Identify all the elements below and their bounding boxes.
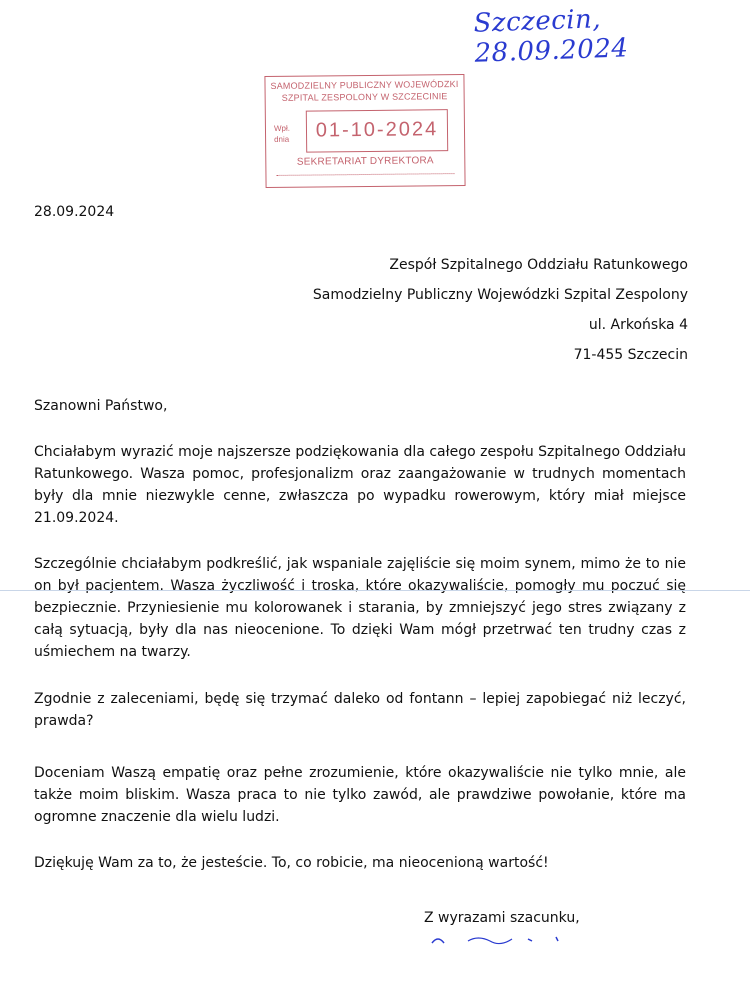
stamp-received-label-line2: dnia: [274, 134, 290, 144]
stamp-hospital-location: SZPITAL ZESPOLONY W SZCZECINIE: [281, 91, 448, 103]
paragraph-gratitude: Dziękuję Wam za to, że jesteście. To, co robicie, ma nieocenioną wartość!: [34, 855, 549, 871]
stamp-date-box: [306, 109, 448, 152]
recipient-line-1: Zespół Szpitalnego Oddziału Ratunkowego: [389, 257, 688, 273]
signature-scribble: [428, 925, 578, 945]
greeting: Szanowni Państwo,: [34, 398, 168, 414]
handwritten-place-date: Szczecin, 28.09.2024: [473, 4, 629, 69]
scan-artifact-line: [0, 590, 750, 591]
stamp-received-label: [274, 123, 290, 145]
stamp-received-label-line1: Wpł.: [273, 123, 291, 133]
closing-salutation: Z wyrazami szacunku,: [424, 910, 580, 926]
paragraph-thanks: Chciałabym wyrazić moje najszersze podziękowania dla całego zespołu Szpitalnego Oddziału Ratunkowego. Wasza pomoc, profesjonalizm oraz zaangażowanie w trudnych momentach były dla mnie niezwykle cenne, zwłaszcza po wypadku rowerowym, który miał miejsce 21.09.2024.: [34, 444, 686, 526]
stamp-hospital-name: SAMODZIELNY PUBLICZNY WOJEWÓDZKI: [270, 79, 459, 91]
stamp-dotted-line: [276, 173, 454, 176]
letter-date: 28.09.2024: [34, 204, 115, 220]
recipient-line-2: Samodzielny Publiczny Wojewódzki Szpital Zespolony: [312, 287, 688, 303]
paragraph-son: Szczególnie chciałabym podkreślić, jak wspaniale zajęliście się moim synem, mimo że to nie on był pacjentem. Wasza życzliwość i troska, które okazywaliście, pomogły mu poczuć się bezpiecznie. Przyniesienie mu kolorowanek i starania, by zmniejszyć jego stres związany z całą sytuacją, były dla nas nieocenione. To dzięki Wam mógł przetrwać ten trudny czas z uśmiechem na twarzy.: [34, 556, 686, 660]
recipient-line-3: ul. Arkońska 4: [588, 317, 688, 333]
stamp-department: SEKRETARIAT DYREKTORA: [296, 155, 434, 168]
paragraph-fountains: Zgodnie z zaleceniami, będę się trzymać daleko od fontann – lepiej zapobiegać niż leczyć, prawda?: [34, 691, 686, 729]
paragraph-empathy: Doceniam Waszą empatię oraz pełne zrozumienie, które okazywaliście nie tylko mnie, ale także moim bliskim. Wasza praca to nie tylko zawód, ale prawdziwe powołanie, które ma ogromne znaczenie dla wielu ludzi.: [34, 765, 686, 825]
reception-stamp: [264, 74, 465, 188]
recipient-address: [313, 250, 688, 370]
stamp-received-date: 01-10-2024: [315, 118, 439, 142]
recipient-line-4: 71-455 Szczecin: [573, 347, 688, 363]
